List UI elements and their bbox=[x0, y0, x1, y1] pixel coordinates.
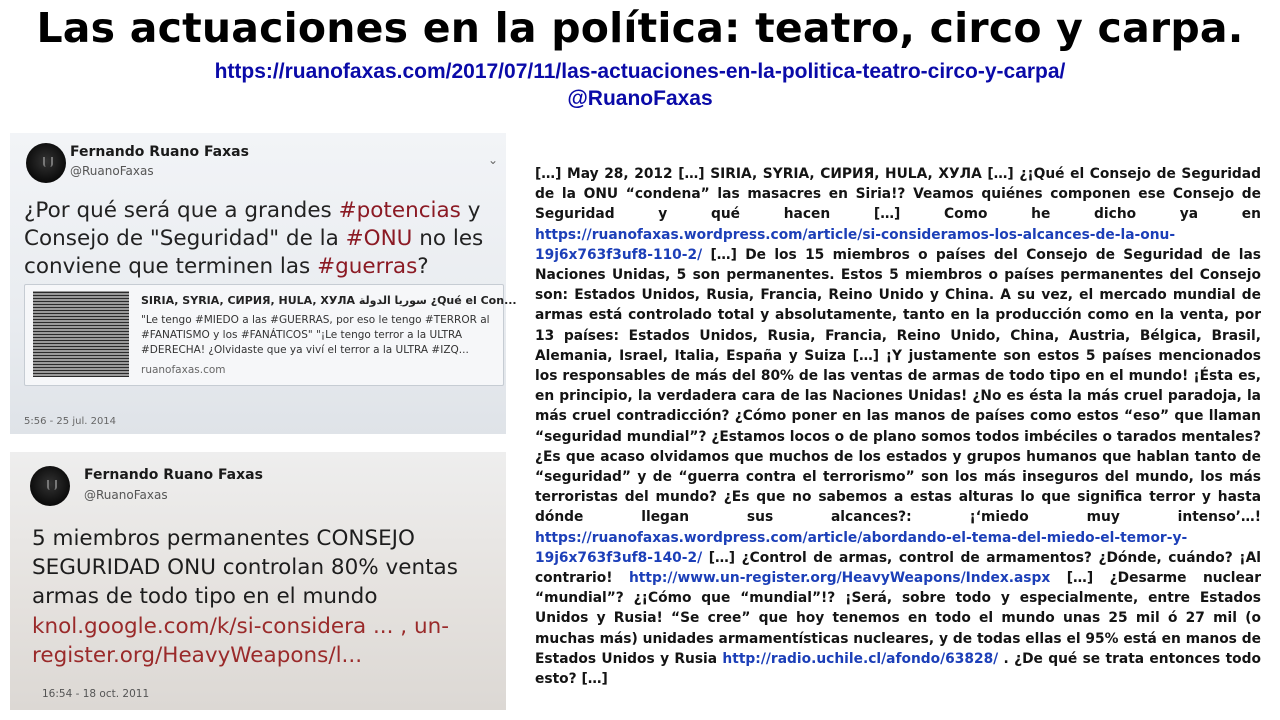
card-domain: ruanofaxas.com bbox=[141, 364, 226, 376]
tweet-author: Fernando Ruano Faxas bbox=[84, 467, 263, 483]
post-url[interactable]: https://ruanofaxas.com/2017/07/11/las-actuaciones-en-la-politica-teatro-circo-y-carpa/ bbox=[214, 60, 1066, 83]
article-link[interactable]: https://ruanofaxas.wordpress.com/article/si-consideramos-los-alcances-de-la-onu-19j6x763f3uf8-110-2/ bbox=[535, 226, 1176, 263]
card-description: "Le tengo #MIEDO a las #GUERRAS, por eso le tengo #TERROR al #FANATISMO y los #FANÁTICOS" "¡Le tengo terror a la ULTRA #DERECHA! ¿Olvidaste que ya viví el terror a la ULTRA #IZQ... bbox=[141, 314, 490, 356]
tweet-text: 5 miembros permanentes CONSEJO SEGURIDAD ONU controlan 80% ventas armas de todo tipo en el mundo bbox=[32, 526, 458, 609]
link-preview-card bbox=[24, 284, 517, 386]
article-text: […] May 28, 2012 […] SIRIA, SYRIA, СИРИЯ, HULA, ХУЛА […] ¿¡Qué el Consejo de Seguridad de la ONU “condena” las masacres en Siria!? Veamos quiénes componen ese Consejo de Seguridad y qué hacen […] Como he dicho ya en bbox=[535, 166, 1261, 223]
article-text: . ¿De qué se trata entonces todo esto? […] bbox=[535, 650, 1261, 688]
tweet-author: Fernando Ruano Faxas bbox=[70, 144, 249, 160]
author-handle: @RuanoFaxas bbox=[567, 87, 713, 110]
article-text: […] ¿Control de armas, control de armamentos? ¿Dónde, cuándo? ¡Al contrario! bbox=[535, 549, 1261, 587]
tweet-screenshot-2 bbox=[10, 452, 506, 710]
chevron-down-icon: ⌄ bbox=[488, 153, 499, 167]
hashtag: #guerras bbox=[317, 254, 418, 279]
tweet-date: 5:56 - 25 jul. 2014 bbox=[24, 416, 117, 427]
card-title: SIRIA, SYRIA, СИРИЯ, HULA, ХУЛА سوريا الدولة ¿Qué el Con... bbox=[141, 294, 517, 307]
avatar bbox=[26, 143, 66, 183]
tweet-date: 16:54 - 18 oct. 2011 bbox=[42, 688, 150, 700]
article-link[interactable]: http://www.un-register.org/HeavyWeapons/Index.aspx bbox=[628, 570, 1051, 587]
article-text: […] De los 15 miembros o países del Consejo de Seguridad de las Naciones Unidas, 5 son permanentes. Estos 5 miembros o países permanentes del Consejo son: Estados Unidos, Rusia, Francia, Reino Unido y China. A su vez, el mercado mundial de armas está controlado total y absolutamente, tanto en la producción como en la venta, por 13 países: Estados Unidos, Rusia, Francia, Reino Unido, China, Austria, Bélgica, Brasil, Alemania, Israel, Italia, España y Suiza […] ¡Y justamente son estos 5 países mencionados los responsables de más del 80% de las ventas de armas de todo tipo en el mundo! ¡Ésta es, en principio, la verdadera cara de las Naciones Unidas! ¿No es ésta la más cruel paradoja, la más cruel contradicción? ¿Cómo poner en las manos de países como estos “eso” que llaman “seguridad mundial”? ¿Estamos locos o de plano somos todos imbéciles o tarados mentales? ¿Es que acaso olvidamos que muchos de los estados y grupos humanos que hablan tanto de “seguridad” y de “guerra contra el terrorismo” son los más inseguros del mundo, los más terroristas del mundo? ¿Es que no sabemos a estas alturas lo que significa terror y hasta dónde llegan sus alcances?: ¡‘miedo muy intenso’…! bbox=[535, 246, 1261, 526]
hashtag: #ONU bbox=[345, 226, 413, 251]
tweet-link-text: knol.google.com/k/si-considera ... , un-register.org/HeavyWeapons/l... bbox=[32, 614, 449, 668]
avatar bbox=[30, 466, 70, 506]
article-link[interactable]: http://radio.uchile.cl/afondo/63828/ bbox=[722, 650, 999, 667]
article-excerpt bbox=[535, 164, 1261, 689]
tweet-screenshot-1 bbox=[10, 133, 517, 434]
card-thumbnail bbox=[33, 291, 129, 377]
article-link[interactable]: https://ruanofaxas.wordpress.com/article/abordando-el-tema-del-miedo-el-temor-y-19j6x763f3uf8-140-2/ bbox=[535, 529, 1188, 566]
hashtag: #potencias bbox=[338, 198, 461, 223]
tweet-handle: @RuanoFaxas bbox=[84, 488, 168, 502]
page-title: Las actuaciones en la política: teatro, circo y carpa. bbox=[36, 4, 1244, 52]
tweet-handle: @RuanoFaxas bbox=[70, 164, 154, 178]
tweet-text: ¿Por qué será que a grandes #potencias y Consejo de "Seguridad" de la #ONU no les conviene que terminen las #guerras? bbox=[24, 198, 484, 279]
article-text: […] ¿Desarme nuclear “mundial”? ¿¡Cómo que “mundial”!? ¡Será, sobre todo y especialmente, entre Estados Unidos y Rusia! “Se cree” que hoy tenemos en todo el mundo unas 25 mil ó 27 mil (o muchas más) unidades armamentísticas nucleares, y de todas ellas el 95% está en manos de Estados Unidos y Rusia bbox=[535, 570, 1261, 667]
